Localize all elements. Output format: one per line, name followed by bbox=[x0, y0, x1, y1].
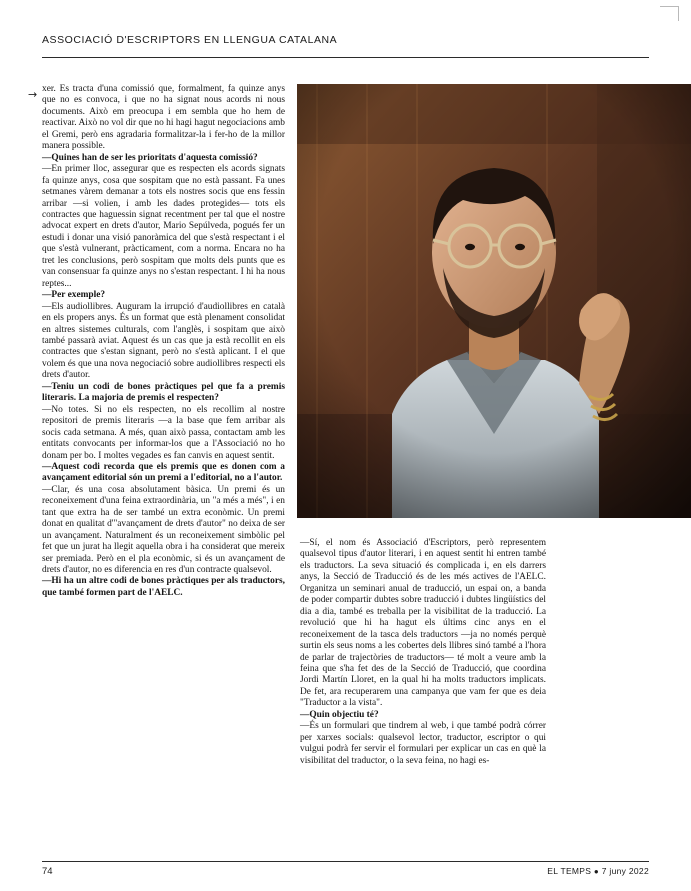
article-question: —Quines han de ser les prioritats d'aquesta comissió? bbox=[42, 152, 258, 163]
article-paragraph: —Sí, el nom és Associació d'Escriptors, però representem qualsevol tipus d'autor literari, i en aquest sentit hi entren també els traductors. La seva situació és complicada i, en els darrers anys, la Secció de Traducció és de les més actives de l'AELC. Organitza un seminari anual de traducció, un espai on, a banda de poder compartir dubtes sobre traducció i dubtes lingüístics del dia a dia, també es treballa per la visibilitat de la traducció. La revolució que hi ha hagut els últims cinc anys en el reconeixement de la tasca dels traductors —ja no només perquè surtin els seus noms a les cobertes dels llibres sinó també a l'hora de parlar de trajectòries de traductors— té molt a veure amb la feina que s'ha fet des de la Secció de Traducció, que coordina Jordi Martín Lloret, en la qual hi ha molts traductors implicats. De fet, ara recuperarem una campanya que vam fer que es deia "Traductor a la vista". bbox=[300, 538, 546, 709]
continuation-arrow-icon: → bbox=[28, 88, 38, 101]
article-paragraph: —Clar, és una cosa absolutament bàsica. Un premi és un reconeixement d'una feina extraordinària, un "a més a més", i en tant que extra ha de ser també un extra econòmic. Un premi donat en qualitat d'"avançament de drets d'autor" no deixa de ser un avançament. Naturalment és un reconeixement simbòlic pel fet que un jurat ha llegit aquella obra i ha considerat que mereix ser premiada. Però en el pla econòmic, si és un avançament de drets d'autor, no es diferencia en res d'un contracte qualsevol. bbox=[42, 484, 285, 576]
article-photo bbox=[297, 84, 691, 518]
photo-illustration bbox=[297, 84, 691, 518]
article-paragraph: —No totes. Si no els respecten, no els recollim al nostre repositori de premis literaris —a la base que fem arribar als socis cada setmana. A més, quan això passa, contactam amb les entitats convocants per informar-los que a l'Associació no ho donam per bo. I moltes vegades es fan canvis en aquest sentit. bbox=[42, 404, 285, 461]
header-divider bbox=[42, 57, 649, 58]
page-number: 74 bbox=[42, 866, 53, 877]
running-head: ASSOCIACIÓ D'ESCRIPTORS EN LLENGUA CATALANA bbox=[42, 34, 338, 46]
article-paragraph: xer. Es tracta d'una comissió que, formalment, fa quinze anys que no es convoca, i que no ha signat nous acords ni nous documents. Això em preocupa i em sembla que ho hem de reactivar. Això no vol dir que no hi hagi hagut negociacions amb el Gremi, però ens agradaria formalitzar-la i fer-ho de la millor manera possible. bbox=[42, 84, 285, 152]
article-question: —Aquest codi recorda que els premis que es donen com a avançament editorial són un premi a l'editorial, no a l'autor. bbox=[42, 461, 285, 484]
article-paragraph: —És un formulari que tindrem al web, i que també podrà córrer per xarxes socials: qualsevol lector, traductor, escriptor o qui vulgui podrà fer servir el formulari per explicar un cas en què la visibilitat del traductor, o la seva feina, no hagi es- bbox=[300, 721, 546, 766]
article-column-right bbox=[300, 538, 546, 767]
article-paragraph: —Els audiollibres. Auguram la irrupció d'audiollibres en català en els propers anys. És un format que està plenament consolidat en altres sistemes culturals, com l'anglès, i sospitam que això també passarà aviat. Aquest és un cas que ja està recollit en els contractes que s'estan signant, però no s'està aplicant. I el que volem és que una nova negociació sobre audiollibres respecti els drets d'autor. bbox=[42, 301, 285, 381]
publication-footer bbox=[547, 866, 649, 876]
article-question: —Hi ha un altre codi de bones pràctiques per als traductors, que també formen part de l'AELC. bbox=[42, 576, 285, 598]
publication-date: 7 juny 2022 bbox=[601, 866, 649, 876]
page-corner-mark bbox=[660, 6, 679, 21]
footer-divider bbox=[42, 861, 649, 862]
article-question: —Per exemple? bbox=[42, 290, 106, 301]
article-column-left bbox=[42, 84, 285, 599]
article-question: —Teniu un codi de bones pràctiques pel que fa a premis literaris. La majoria de premis el respecten? bbox=[42, 381, 285, 404]
publication-name: EL TEMPS bbox=[547, 866, 592, 876]
footer-separator: ● bbox=[593, 867, 600, 876]
article-question: —Quin objectiu té? bbox=[300, 709, 379, 720]
article-paragraph: —En primer lloc, assegurar que es respecten els acords signats fa quinze anys, cosa que sospitam que no està passant. Fa unes setmanes vàrem demanar a tots els nostres socis que ens fessin arribar —si volien, i amb les dades protegides— tots els contractes que haguessin signat recentment per tal que el nostre advocat expert en drets d'autor, Mario Sepúlveda, pogués fer un estudi i donar una visió panoràmica del que s'està respectant i el que s'està vulnerant, pràcticament, com a norma. Encara no ha tret les conclusions, però sospitam que molts dels punts que es van consensuar fa quinze anys no s'estan respectant. I hi ha nous reptes... bbox=[42, 164, 285, 289]
